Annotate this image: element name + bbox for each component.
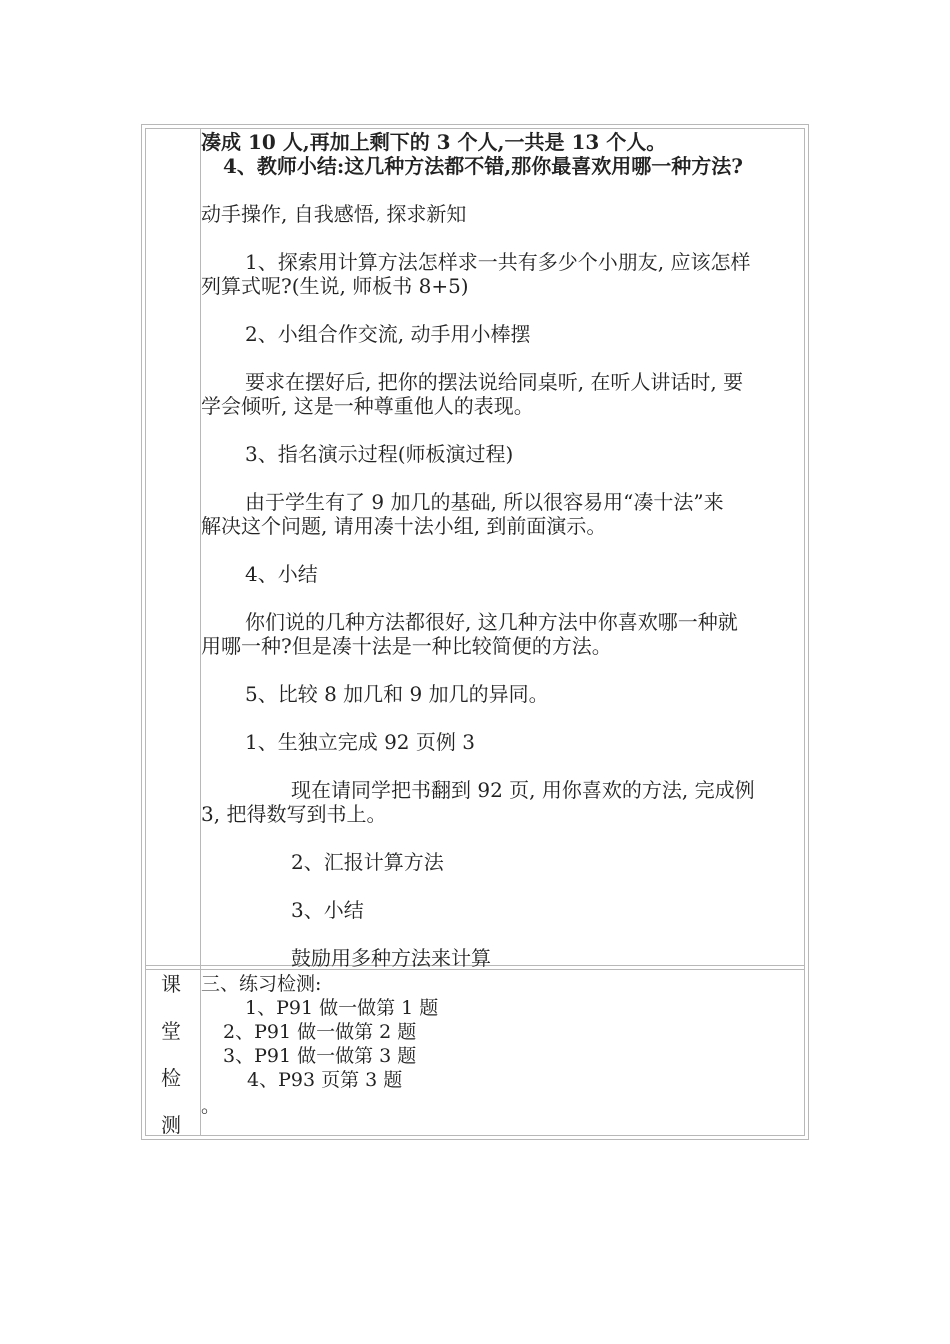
text-line: 学会倾听, 这是一种尊重他人的表现。 xyxy=(201,394,534,418)
text-line: 3、指名演示过程(师板演过程) xyxy=(245,442,514,466)
text-line: 凑成 10 人,再加上剩下的 3 个人,一共是 13 个人。 xyxy=(201,130,667,154)
text-line: 1、生独立完成 92 页例 3 xyxy=(245,730,475,754)
row-label-char: 测 xyxy=(161,1113,181,1137)
text-line: 5、比较 8 加几和 9 加几的异同。 xyxy=(245,682,549,706)
section-heading: 动手操作, 自我感悟, 探求新知 xyxy=(201,202,467,226)
text-line: 由于学生有了 9 加几的基础, 所以很容易用“凑十法”来 xyxy=(245,490,724,514)
text-line: 要求在摆好后, 把你的摆法说给同桌听, 在听人讲话时, 要 xyxy=(245,370,744,394)
text-line: 2、汇报计算方法 xyxy=(291,850,444,874)
section-heading: 三、练习检测: xyxy=(201,973,322,995)
text-line: 现在请同学把书翻到 92 页, 用你喜欢的方法, 完成例 xyxy=(291,778,755,802)
text-line: 。 xyxy=(201,1095,221,1117)
text-line: 2、小组合作交流, 动手用小棒摆 xyxy=(245,322,531,346)
row-label-char: 堂 xyxy=(161,1019,181,1043)
text-line: 鼓励用多种方法来计算 xyxy=(291,946,491,970)
text-line: 列算式呢?(生说, 师板书 8+5) xyxy=(201,274,469,298)
text-line: 你们说的几种方法都很好, 这几种方法中你喜欢哪一种就 xyxy=(245,610,738,634)
exercise-item: 2、P91 做一做第 2 题 xyxy=(223,1021,417,1043)
text-line: 1、探索用计算方法怎样求一共有多少个小朋友, 应该怎样 xyxy=(245,250,751,274)
row-label-char: 检 xyxy=(161,1066,181,1090)
exercise-item: 4、P93 页第 3 题 xyxy=(247,1069,403,1091)
text-line: 4、小结 xyxy=(245,562,318,586)
exercise-item: 3、P91 做一做第 3 题 xyxy=(223,1045,417,1067)
text-line: 用哪一种?但是凑十法是一种比较简便的方法。 xyxy=(201,634,612,658)
row-label-char: 课 xyxy=(161,972,181,996)
text-line: 解决这个问题, 请用凑十法小组, 到前面演示。 xyxy=(201,514,607,538)
text-line: 3、小结 xyxy=(291,898,364,922)
text-line: 4、教师小结:这几种方法都不错,那你最喜欢用哪一种方法? xyxy=(223,154,743,178)
text-line: 3, 把得数写到书上。 xyxy=(201,802,387,826)
exercise-item: 1、P91 做一做第 1 题 xyxy=(245,997,439,1019)
